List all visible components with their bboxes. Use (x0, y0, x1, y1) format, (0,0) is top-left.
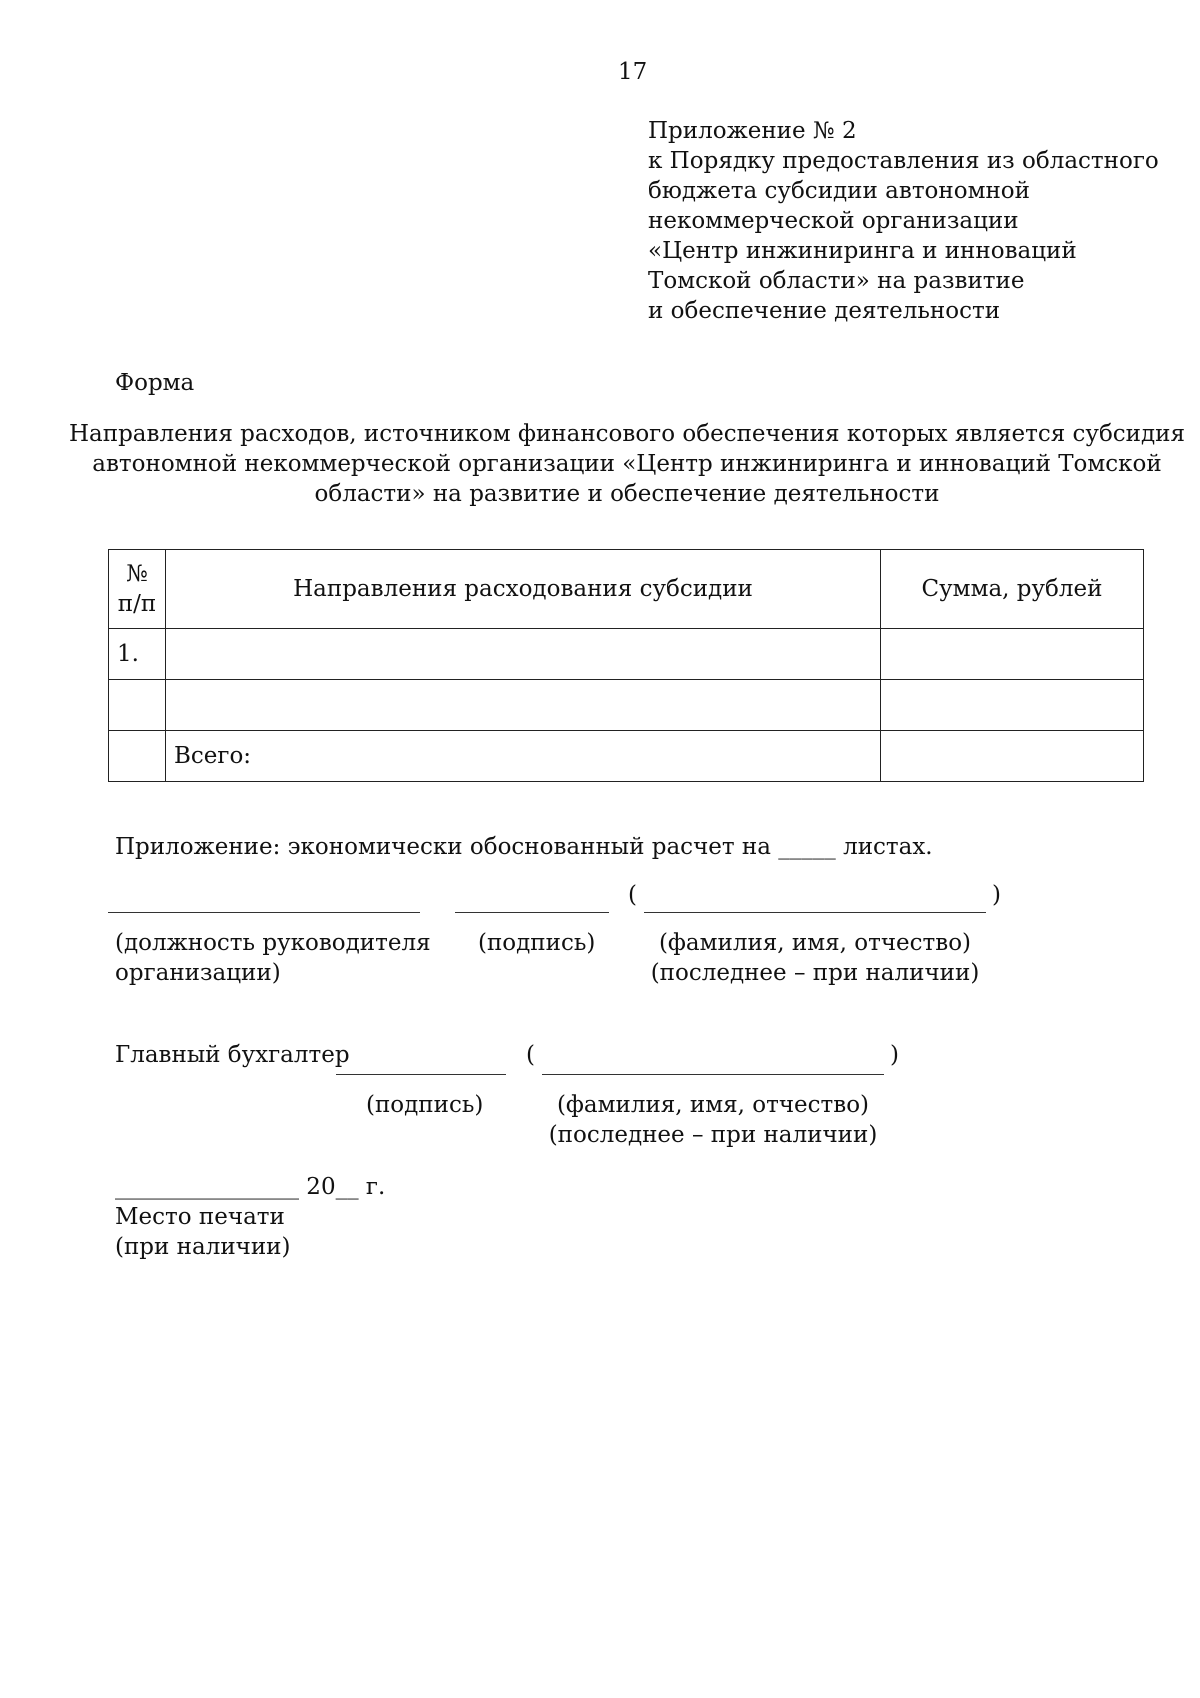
position-caption: (должность руководителя (115, 930, 431, 956)
title-line: Направления расходов, источником финансового обеспечения которых является субсидия (68, 421, 1186, 447)
appendix-line: «Центр инжиниринга и инноваций (648, 238, 1077, 264)
row-sum (881, 680, 1144, 731)
table-total-row (109, 731, 1144, 782)
name-line (644, 912, 986, 913)
signature-line (336, 1074, 506, 1075)
name-caption: (последнее – при наличии) (548, 1122, 878, 1148)
row-direction (166, 680, 881, 731)
header-number (109, 550, 166, 629)
row-number (109, 731, 166, 782)
name-caption: (фамилия, имя, отчество) (658, 930, 972, 956)
row-number (109, 680, 166, 731)
position-line (108, 912, 420, 913)
signature-caption: (подпись) (478, 930, 596, 956)
title-line: области» на развитие и обеспечение деятельности (314, 481, 940, 507)
total-label: Всего: (166, 731, 881, 782)
appendix-line: некоммерческой организации (648, 208, 1019, 234)
signature-caption: (подпись) (366, 1092, 484, 1118)
chief-accountant-label: Главный бухгалтер (115, 1042, 350, 1068)
title-line: автономной некоммерческой организации «Центр инжиниринга и инноваций Томской (92, 451, 1162, 477)
row-number: 1. (109, 629, 166, 680)
close-paren: ) (992, 882, 1001, 908)
header-number-abbr: п/п (117, 591, 157, 617)
table-header-row (109, 550, 1144, 629)
page-number: 17 (618, 59, 648, 85)
header-number-symbol: № (126, 561, 148, 587)
appendix-line: и обеспечение деятельности (648, 298, 1001, 324)
attachment-note: Приложение: экономически обоснованный расчет на _____ листах. (115, 834, 933, 860)
row-direction (166, 629, 881, 680)
appendix-line: Томской области» на развитие (648, 268, 1025, 294)
form-label: Форма (115, 370, 195, 396)
table-row (109, 680, 1144, 731)
expenses-table (108, 549, 1144, 782)
seal-note: (при наличии) (115, 1234, 291, 1260)
name-caption: (фамилия, имя, отчество) (556, 1092, 870, 1118)
position-caption: организации) (115, 960, 281, 986)
row-sum (881, 629, 1144, 680)
seal-label: Место печати (115, 1204, 285, 1230)
name-caption: (последнее – при наличии) (650, 960, 980, 986)
appendix-title: Приложение № 2 (648, 118, 857, 144)
name-line (542, 1074, 884, 1075)
table-row (109, 629, 1144, 680)
appendix-line: к Порядку предоставления из областного (648, 148, 1159, 174)
date-line: ________________ 20__ г. (115, 1174, 386, 1200)
open-paren: ( (628, 882, 637, 908)
signature-line (455, 912, 609, 913)
close-paren: ) (890, 1042, 899, 1068)
appendix-line: бюджета субсидии автономной (648, 178, 1030, 204)
open-paren: ( (526, 1042, 535, 1068)
total-sum (881, 731, 1144, 782)
header-direction: Направления расходования субсидии (166, 550, 881, 629)
header-sum: Сумма, рублей (881, 550, 1144, 629)
